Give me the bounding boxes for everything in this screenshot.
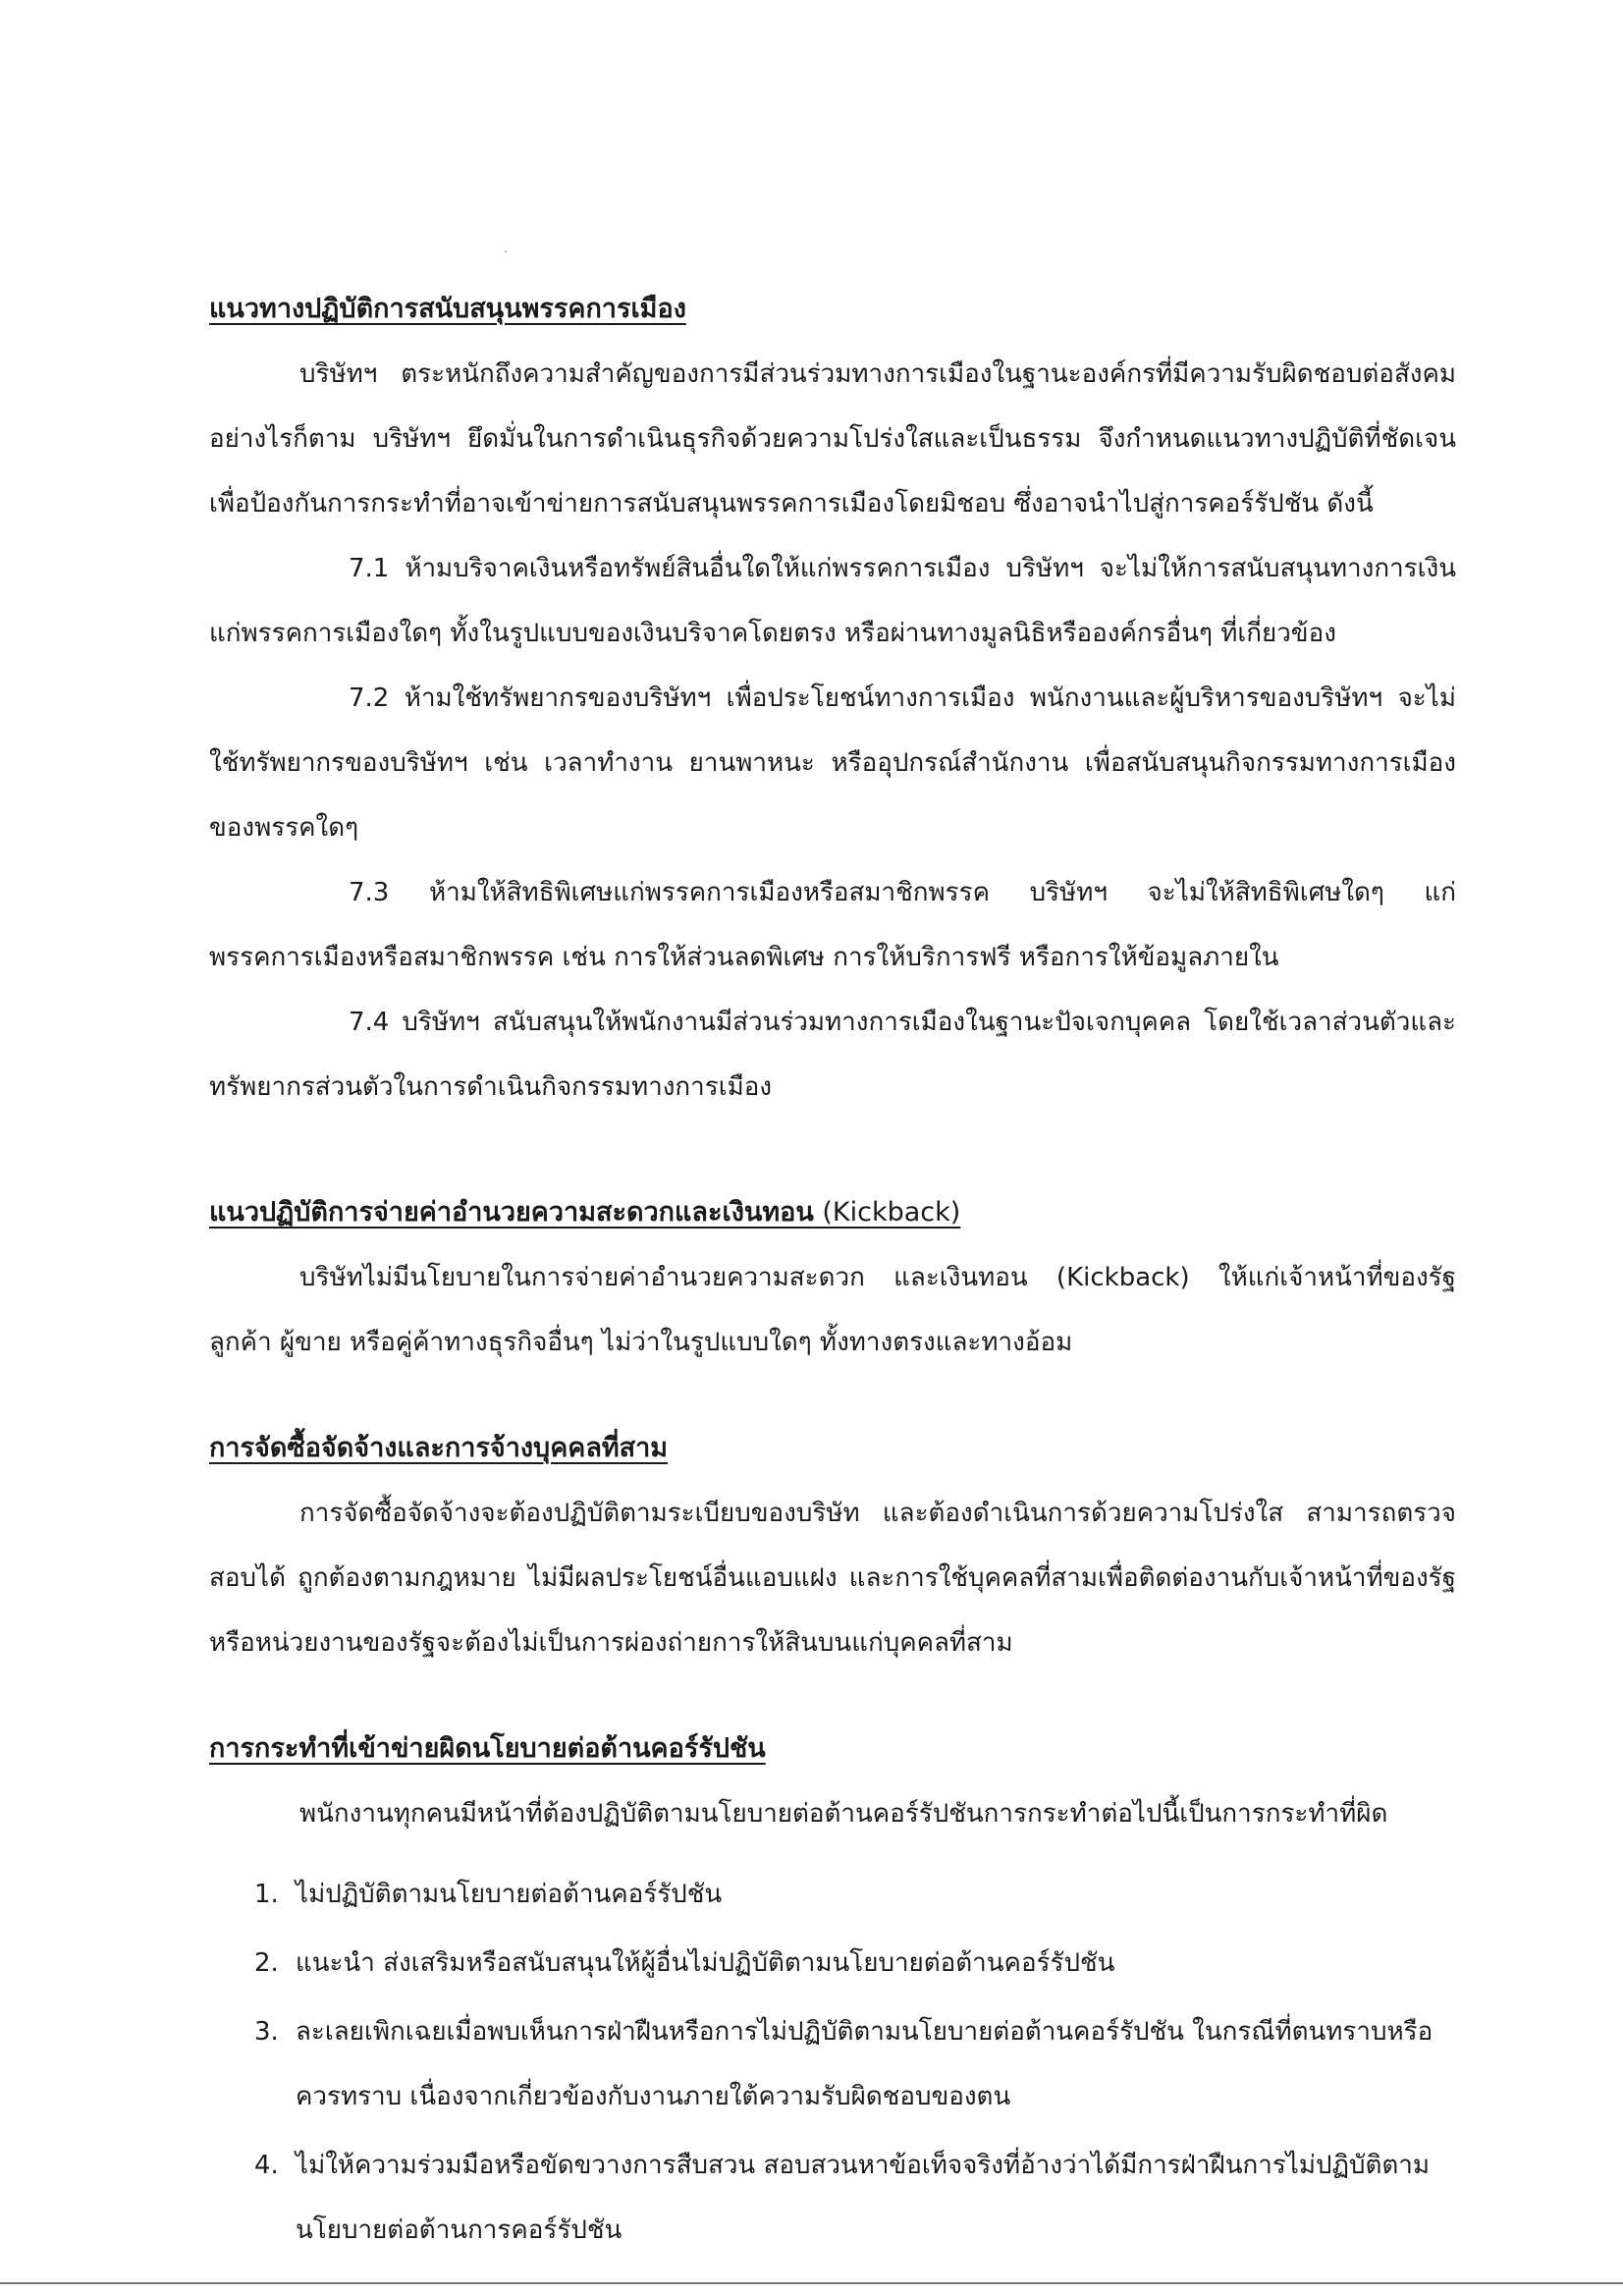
section-body: การจัดซื้อจัดจ้างจะต้องปฏิบัติตามระเบียบของบริษัท และต้องดำเนินการด้วยความโปร่งใส สามารถตรวจสอบได้ ถูกต้องตามกฎหมาย ไม่มีผลประโยชน์อื่นแอบแฝง และการใช้บุคคลที่สามเพื่อติดต่องานกับเจ้าหน้าที่ของรัฐหรือหน่วยงานของรัฐจะต้องไม่เป็นการผ่องถ่ายการให้สินบนแก่บุคคลที่สาม xyxy=(209,1499,1456,1658)
list-item-text: แนะนำ ส่งเสริมหรือสนับสนุนให้ผู้อื่นไม่ปฏิบัติตามนโยบายต่อต้านคอร์รัปชัน xyxy=(296,1948,1115,1978)
list-item-text: ไม่ให้ความร่วมมือหรือขัดขวางการสืบสวน สอบสวนหาข้อเท็จจริงที่อ้างว่าได้มีการฝ่าฝืนการไม่ปฏิบัติตามนโยบายต่อต้านการคอร์รัปชัน xyxy=(296,2151,1430,2245)
sub-item-7-2: 7.2 ห้ามใช้ทรัพยากรของบริษัทฯ เพื่อประโยชน์ทางการเมือง พนักงานและผู้บริหารของบริษัทฯ จะไม่ใช้ทรัพยากรของบริษัทฯ เช่น เวลาทำงาน ยานพาหนะ หรืออุปกรณ์สำนักงาน เพื่อสนับสนุนกิจกรรมทางการเมืองของพรรคใดๆ xyxy=(209,683,1456,843)
list-item-number: 1. xyxy=(254,1880,279,1909)
list-item xyxy=(209,2133,1456,2263)
section-procurement xyxy=(209,1416,1456,1675)
list-item-number: 4. xyxy=(254,2151,279,2180)
section-policy-violations xyxy=(209,1717,1456,2263)
document-body xyxy=(209,277,1456,2267)
section-heading xyxy=(209,1180,1456,1245)
section-facilitation-kickback xyxy=(209,1180,1456,1375)
section-gap xyxy=(209,1375,1456,1416)
section-heading-suffix: (Kickback) xyxy=(813,1197,961,1228)
section-political-support xyxy=(209,277,1456,1120)
list-item xyxy=(209,1862,1456,1927)
section-intro: พนักงานทุกคนมีหน้าที่ต้องปฏิบัติตามนโยบายต่อต้านคอร์รัปชันการกระทำต่อไปนี้เป็นการกระทำที่ผิด xyxy=(299,1799,1388,1829)
section-intro: บริษัทฯ ตระหนักถึงความสำคัญของการมีส่วนร่วมทางการเมืองในฐานะองค์กรที่มีความรับผิดชอบต่อสังคม อย่างไรก็ตาม บริษัทฯ ยึดมั่นในการดำเนินธุรกิจด้วยความโปร่งใสและเป็นธรรม จึงกำหนดแนวทางปฏิบัติที่ชัดเจนเพื่อป้องกันการกระทำที่อาจเข้าข่ายการสนับสนุนพรรคการเมืองโดยมิชอบ ซึ่งอาจนำไปสู่การคอร์รัปชัน ดังนี้ xyxy=(209,359,1456,519)
section-heading: แนวทางปฏิบัติการสนับสนุนพรรคการเมือง xyxy=(209,294,686,324)
list-item-text: ไม่ปฏิบัติตามนโยบายต่อต้านคอร์รัปชัน xyxy=(296,1880,723,1909)
sub-item-7-3: 7.3 ห้ามให้สิทธิพิเศษแก่พรรคการเมืองหรือสมาชิกพรรค บริษัทฯ จะไม่ให้สิทธิพิเศษใดๆ แก่พรรคการเมืองหรือสมาชิกพรรค เช่น การให้ส่วนลดพิเศษ การให้บริการฟรี หรือการให้ข้อมูลภายใน xyxy=(209,878,1456,972)
list-item-number: 3. xyxy=(254,2017,279,2047)
list-item-text: ละเลยเพิกเฉยเมื่อพบเห็นการฝ่าฝืนหรือการไม่ปฏิบัติตามนโยบายต่อต้านคอร์รัปชัน ในกรณีที่ตนทราบหรือควรทราบ เนื่องจากเกี่ยวข้องกับงานภายใต้ความรับผิดชอบของตน xyxy=(296,2017,1434,2111)
section-heading: การจัดซื้อจัดจ้างและการจ้างบุคคลที่สาม xyxy=(209,1433,669,1463)
violation-list xyxy=(209,1862,1456,2263)
list-item xyxy=(209,1999,1456,2129)
section-heading: การกระทำที่เข้าข่ายผิดนโยบายต่อต้านคอร์รัปชัน xyxy=(209,1733,766,1764)
list-item xyxy=(209,1931,1456,1995)
scan-speck xyxy=(505,250,507,252)
section-gap xyxy=(209,1675,1456,1717)
scan-bottom-edge xyxy=(0,2282,1623,2284)
list-item-number: 2. xyxy=(254,1948,279,1978)
section-body: บริษัทไม่มีนโยบายในการจ่ายค่าอำนวยความสะดวก และเงินทอน (Kickback) ให้แก่เจ้าหน้าที่ของรัฐ ลูกค้า ผู้ขาย หรือคู่ค้าทางธุรกิจอื่นๆ ไม่ว่าในรูปแบบใดๆ ทั้งทางตรงและทางอ้อม xyxy=(209,1263,1456,1357)
section-heading-text: แนวปฏิบัติการจ่ายค่าอำนวยความสะดวกและเงินทอน xyxy=(209,1197,814,1228)
sub-item-7-1: 7.1 ห้ามบริจาคเงินหรือทรัพย์สินอื่นใดให้แก่พรรคการเมือง บริษัทฯ จะไม่ให้การสนับสนุนทางการเงินแก่พรรคการเมืองใดๆ ทั้งในรูปแบบของเงินบริจาคโดยตรง หรือผ่านทางมูลนิธิหรือองค์กรอื่นๆ ที่เกี่ยวข้อง xyxy=(209,554,1456,648)
sub-item-7-4: 7.4 บริษัทฯ สนับสนุนให้พนักงานมีส่วนร่วมทางการเมืองในฐานะปัจเจกบุคคล โดยใช้เวลาส่วนตัวและทรัพยากรส่วนตัวในการดำเนินกิจกรรมทางการเมือง xyxy=(209,1008,1456,1102)
section-gap xyxy=(209,1120,1456,1180)
